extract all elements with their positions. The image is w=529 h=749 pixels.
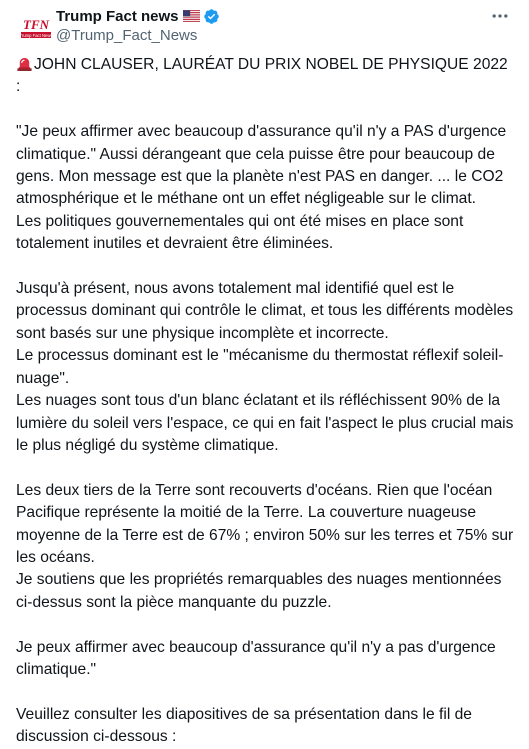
tweet-headline: JOHN CLAUSER, LAURÉAT DU PRIX NOBEL DE PHYSIQUE 2022 : (16, 56, 513, 96)
display-name[interactable]: Trump Fact news (56, 7, 179, 25)
tweet-header (16, 6, 517, 46)
tweet-headline-line (16, 54, 516, 99)
tweet-paragraph: "Je peux affirmer avec beaucoup d'assurance qu'il n'y a PAS d'urgence climatique." Aussi dérangeant que cela puisse être pour beaucoup de gens. Mon message est que la planète n'est PAS en danger. ... le CO2 atmosphérique et le méthane ont un effet négligeable sur le climat. Les politiques gouvernementales qui ont été mises en place sont totalement inutiles et devraient être éliminées. (16, 123, 507, 253)
more-options-icon (490, 6, 510, 26)
author-names (56, 6, 220, 44)
tfn-logo-icon (16, 9, 56, 49)
us-flag-icon (183, 10, 200, 22)
handle[interactable]: @Trump_Fact_News (56, 27, 198, 44)
verified-badge-icon[interactable] (203, 8, 220, 25)
tweet-paragraph: Jusqu'à présent, nous avons totalement mal identifié quel est le processus dominant qui contrôle le climat, et tous les différents modèles sont basés sur une physique incomplète et incorrecte. Le processus dominant est le "mécanisme du thermostat réflexif soleil-nuage". Les nuages sont tous d'un blanc éclatant et ils réfléchissent 90% de la lumière du soleil vers l'espace, ce qui en fait l'aspect le plus crucial mais le plus négligé du système climatique. (16, 280, 514, 454)
more-options-button[interactable] (487, 6, 513, 26)
avatar-text: TFN (23, 17, 49, 32)
tweet-paragraph: Veuillez consulter les diapositives de sa présentation dans le fil de discussion ci-dessous : (16, 705, 477, 746)
tweet-paragraph: Les deux tiers de la Terre sont recouverts d'océans. Rien que l'océan Pacifique représente la moitié de la Terre. La couverture nuageuse moyenne de la Terre est de 67% ; environ 50% sur les terres et 75% sur les océans. Je soutiens que les propriétés remarquables des nuages mentionnées ci-dessus sont la pièce manquante du puzzle. (16, 481, 514, 611)
avatar[interactable] (16, 9, 56, 49)
rotating-light-icon (16, 55, 33, 72)
avatar-subtext: Trump Fact News (19, 32, 53, 38)
tweet-text (16, 54, 516, 749)
tweet-paragraph: Je peux affirmer avec beaucoup d'assurance qu'il n'y a pas d'urgence climatique." (16, 638, 501, 678)
